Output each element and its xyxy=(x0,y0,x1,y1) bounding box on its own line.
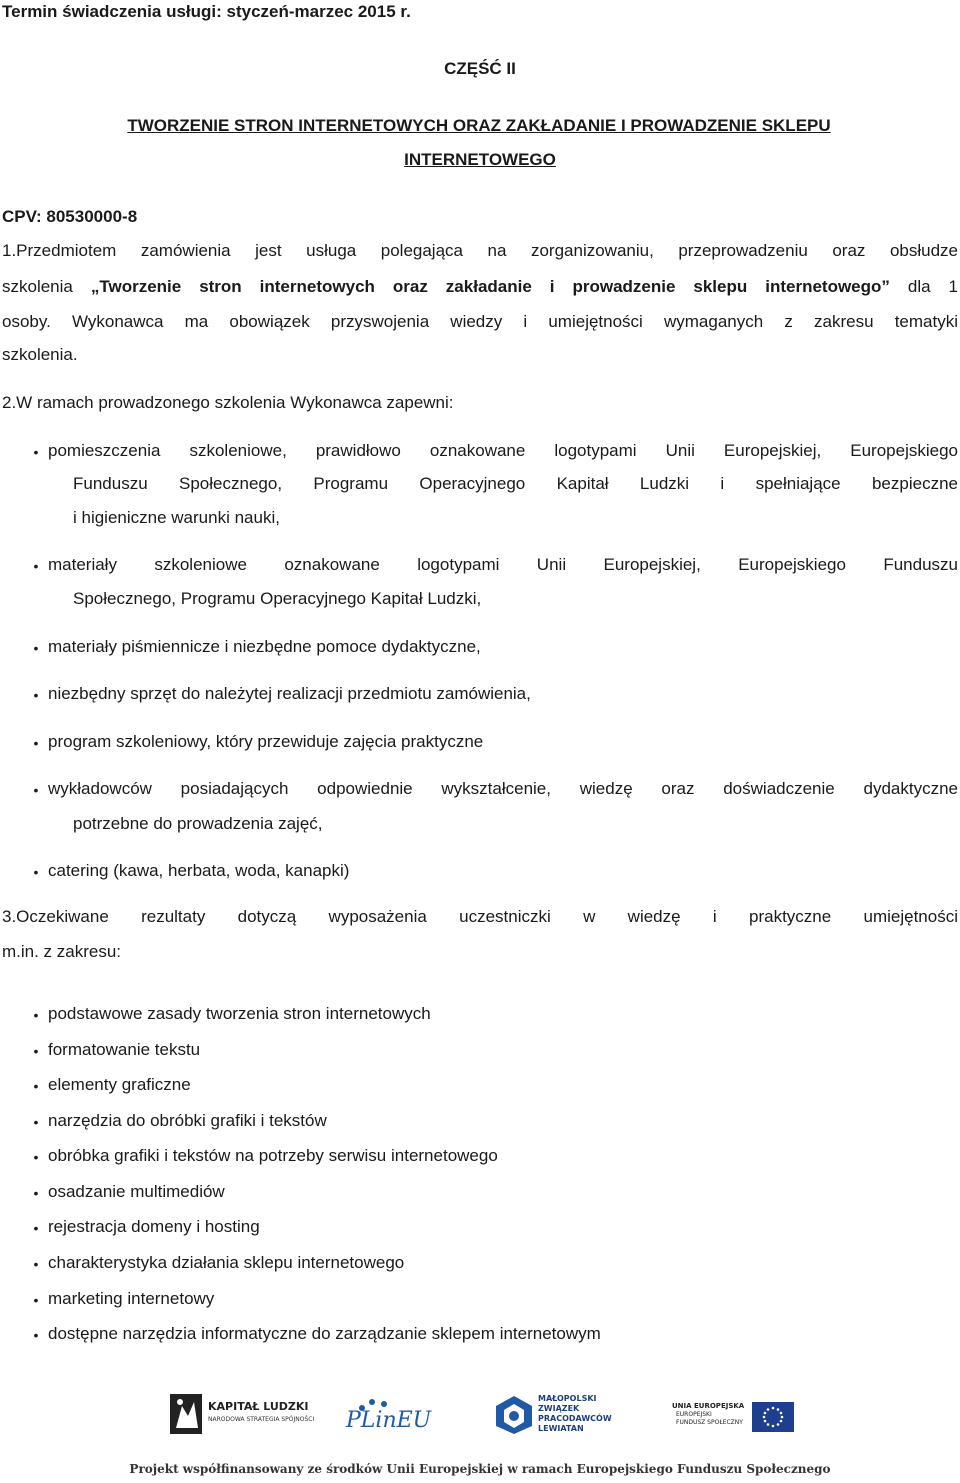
bullet-icon: • xyxy=(33,687,39,703)
section1-line-3: osoby. Wykonawca ma obowiązek przyswojenia wiedzy i umiejętności wymaganych z zakresu tematyki xyxy=(2,312,958,331)
eu-logo xyxy=(672,1396,802,1440)
section2-item-6-line-1: wykładowców posiadających odpowiednie wykształcenie, wiedzę oraz doświadczenie dydaktyczne xyxy=(48,779,958,798)
section2-item-2-line-2: Społecznego, Programu Operacyjnego Kapitał Ludzki, xyxy=(73,589,482,608)
section1-line-1: 1.Przedmiotem zamówienia jest usługa polegająca na zorganizowaniu, przeprowadzeniu oraz obsłudze xyxy=(2,241,958,260)
kapital-ludzki-title: KAPITAŁ LUDZKI xyxy=(208,1400,309,1413)
bullet-icon: • xyxy=(33,1007,39,1023)
list-item: dostępne narzędzia informatyczne do zarządzanie sklepem internetowym xyxy=(48,1324,601,1343)
bullet-icon: • xyxy=(33,1256,39,1272)
section1-line-2-suffix: dla 1 xyxy=(889,277,958,296)
bullet-icon: • xyxy=(33,735,39,751)
malopolski-emblem-icon xyxy=(494,1394,534,1436)
title-line-1: TWORZENIE STRON INTERNETOWYCH ORAZ ZAKŁADANIE I PROWADZENIE SKLEPU xyxy=(127,116,831,135)
section1-line-2-prefix: szkolenia xyxy=(2,277,91,296)
section2-intro: 2.W ramach prowadzonego szkolenia Wykonawca zapewni: xyxy=(2,393,454,412)
cofinancing-note: Projekt współfinansowany ze środków Unii Europejskiej w ramach Europejskiego Funduszu Społecznego xyxy=(129,1462,831,1476)
section1-line-2 xyxy=(2,277,958,297)
eu-line-1: UNIA EUROPEJSKA xyxy=(672,1402,745,1410)
malopolski-line-3: PRACODAWCÓW xyxy=(538,1414,612,1423)
bullet-icon: • xyxy=(33,1292,39,1308)
training-name: „Tworzenie stron internetowych oraz zakładanie i prowadzenie sklepu internetowego” xyxy=(90,277,890,296)
eu-line-3: FUNDUSZ SPOŁECZNY xyxy=(676,1419,743,1426)
section2-item-2-line-1: materiały szkoleniowe oznakowane logotypami Unii Europejskiej, Europejskiego Funduszu xyxy=(48,555,958,574)
bullet-icon: • xyxy=(33,640,39,656)
plineu-wordmark: PLinEU xyxy=(346,1408,432,1433)
malopolski-logo xyxy=(494,1394,634,1440)
section2-item-1-line-2: Funduszu Społecznego, Programu Operacyjnego Kapitał Ludzki i spełniające bezpieczne xyxy=(73,474,958,493)
bullet-icon: • xyxy=(33,558,39,574)
bullet-icon: • xyxy=(33,864,39,880)
kapital-ludzki-subtitle: NARODOWA STRATEGIA SPÓJNOŚCI xyxy=(208,1416,315,1423)
eu-line-2: EUROPEJSKI xyxy=(676,1411,712,1418)
section2-item-6-line-2: potrzebne do prowadzenia zajęć, xyxy=(73,814,323,833)
malopolski-line-4: LEWIATAN xyxy=(538,1424,584,1433)
section2-item-1-line-3: i higieniczne warunki nauki, xyxy=(73,508,280,527)
malopolski-line-2: ZWIĄZEK xyxy=(538,1404,580,1413)
service-term: Termin świadczenia usługi: styczeń-marzec 2015 r. xyxy=(2,2,411,21)
bullet-icon: • xyxy=(33,1220,39,1236)
kapital-ludzki-emblem-icon xyxy=(168,1392,204,1436)
list-item: charakterystyka działania sklepu internetowego xyxy=(48,1253,405,1272)
section2-item-5: program szkoleniowy, który przewiduje zajęcia praktyczne xyxy=(48,732,484,751)
section2-item-1-line-1: pomieszczenia szkoleniowe, prawidłowo oznakowane logotypami Unii Europejskiej, Europejskiego xyxy=(48,441,958,460)
list-item: osadzanie multimediów xyxy=(48,1182,225,1201)
bullet-icon: • xyxy=(33,1327,39,1343)
bullet-icon: • xyxy=(33,1078,39,1094)
list-item: elementy graficzne xyxy=(48,1075,191,1094)
kapital-ludzki-logo xyxy=(168,1392,330,1438)
section3-line-2: m.in. z zakresu: xyxy=(2,942,122,961)
list-item: formatowanie tekstu xyxy=(48,1040,201,1059)
bullet-icon: • xyxy=(33,444,39,460)
part-heading: CZĘŚĆ II xyxy=(444,59,516,78)
list-item: obróbka grafiki i tekstów na potrzeby serwisu internetowego xyxy=(48,1146,498,1165)
bullet-icon: • xyxy=(33,1043,39,1059)
section1-line-4: szkolenia. xyxy=(2,345,78,364)
bullet-icon: • xyxy=(33,1185,39,1201)
section3-line-1: 3.Oczekiwane rezultaty dotyczą wyposażenia uczestniczki w wiedzę i praktyczne umiejętności xyxy=(2,907,958,926)
section2-item-4: niezbędny sprzęt do należytej realizacji przedmiotu zamówienia, xyxy=(48,684,531,703)
bullet-icon: • xyxy=(33,1114,39,1130)
malopolski-line-1: MAŁOPOLSKI xyxy=(538,1394,597,1403)
section2-item-3: materiały piśmiennicze i niezbędne pomoce dydaktyczne, xyxy=(48,637,481,656)
bullet-icon: • xyxy=(33,1149,39,1165)
list-item: podstawowe zasady tworzenia stron internetowych xyxy=(48,1004,431,1023)
list-item: rejestracja domeny i hosting xyxy=(48,1217,260,1236)
eu-flag-icon xyxy=(752,1402,794,1432)
section2-item-7: catering (kawa, herbata, woda, kanapki) xyxy=(48,861,350,880)
cpv-code: CPV: 80530000-8 xyxy=(2,207,138,226)
title-line-2: INTERNETOWEGO xyxy=(404,150,556,169)
bullet-icon: • xyxy=(33,782,39,798)
list-item: marketing internetowy xyxy=(48,1289,215,1308)
list-item: narzędzia do obróbki grafiki i tekstów xyxy=(48,1111,327,1130)
plineu-logo xyxy=(346,1396,466,1436)
